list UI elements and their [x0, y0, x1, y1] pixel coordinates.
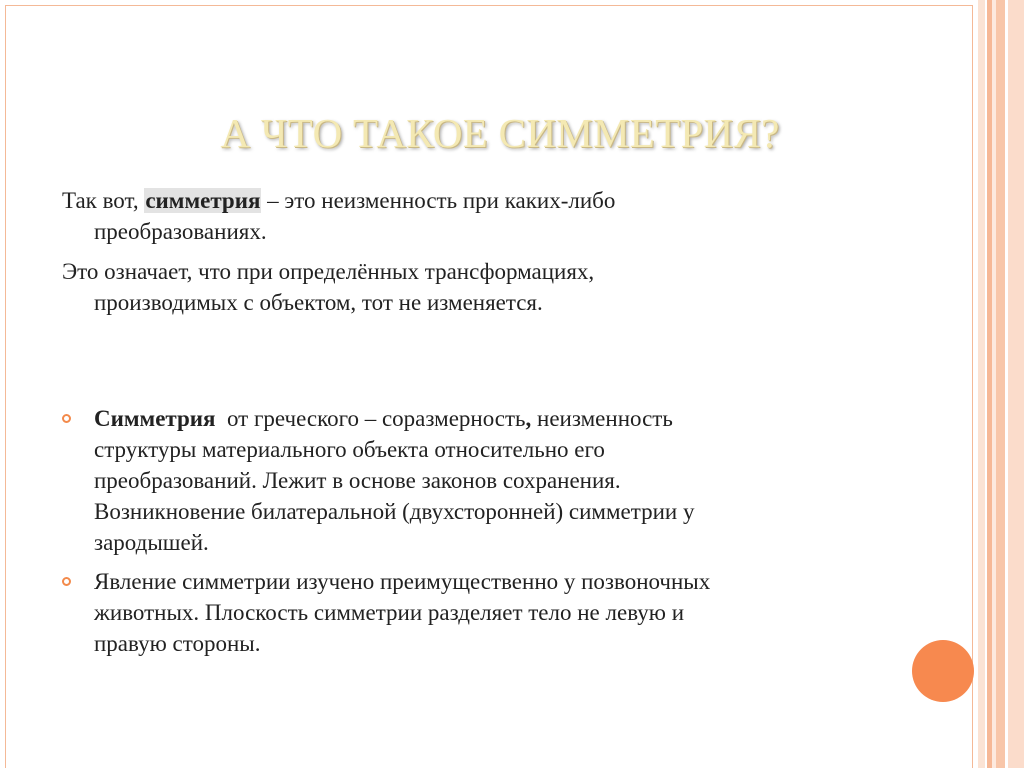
text-rest: – это неизменность при каких-либо [261, 188, 616, 213]
bullet-line: животных. Плоскость симметрии разделяет тело не левую и [94, 600, 685, 625]
text-comma: , [525, 406, 532, 431]
slide-title: А ЧТО ТАКОЕ СИММЕТРИЯ? [220, 110, 780, 156]
stripe [978, 0, 985, 768]
decorative-circle [912, 640, 974, 702]
bullet-item [62, 566, 892, 659]
bullet-line: структуры материального объекта относительно его [94, 437, 605, 462]
decorative-stripes [978, 0, 1024, 768]
bullet-circle-icon [62, 414, 71, 423]
bullet-text [94, 566, 892, 659]
paragraph-meaning [62, 256, 872, 318]
term-highlight: симметрия [145, 188, 261, 213]
bullet-line: преобразований. Лежит в основе законов сохранения. [94, 468, 621, 493]
paragraph-line: преобразованиях. [94, 219, 267, 244]
bullet-line: зародышей. [94, 530, 209, 555]
bullet-text [94, 403, 892, 558]
text-rest: неизменность [531, 406, 673, 431]
bullet-line [94, 403, 892, 434]
bullet-circle-icon [62, 577, 71, 586]
paragraph-line: Это означает, что при определённых трансформациях, [62, 259, 595, 284]
bullet-term: Симметрия [94, 406, 216, 431]
paragraph-line [62, 185, 872, 216]
bullet-line: Возникновение билатеральной (двухсторонней) симметрии у [94, 499, 695, 524]
paragraph-line: производимых с объектом, тот не изменяется. [94, 290, 543, 315]
stripe [996, 0, 1005, 768]
text-rest: от греческого – соразмерность [215, 406, 526, 431]
bullet-item [62, 403, 892, 558]
bullet-line: Явление симметрии изучено преимущественно у позвоночных [94, 569, 711, 594]
stripe [1008, 0, 1024, 768]
text-prefix: Так вот, [62, 188, 145, 213]
bullet-line: правую стороны. [94, 631, 261, 656]
paragraph-definition [62, 185, 872, 247]
